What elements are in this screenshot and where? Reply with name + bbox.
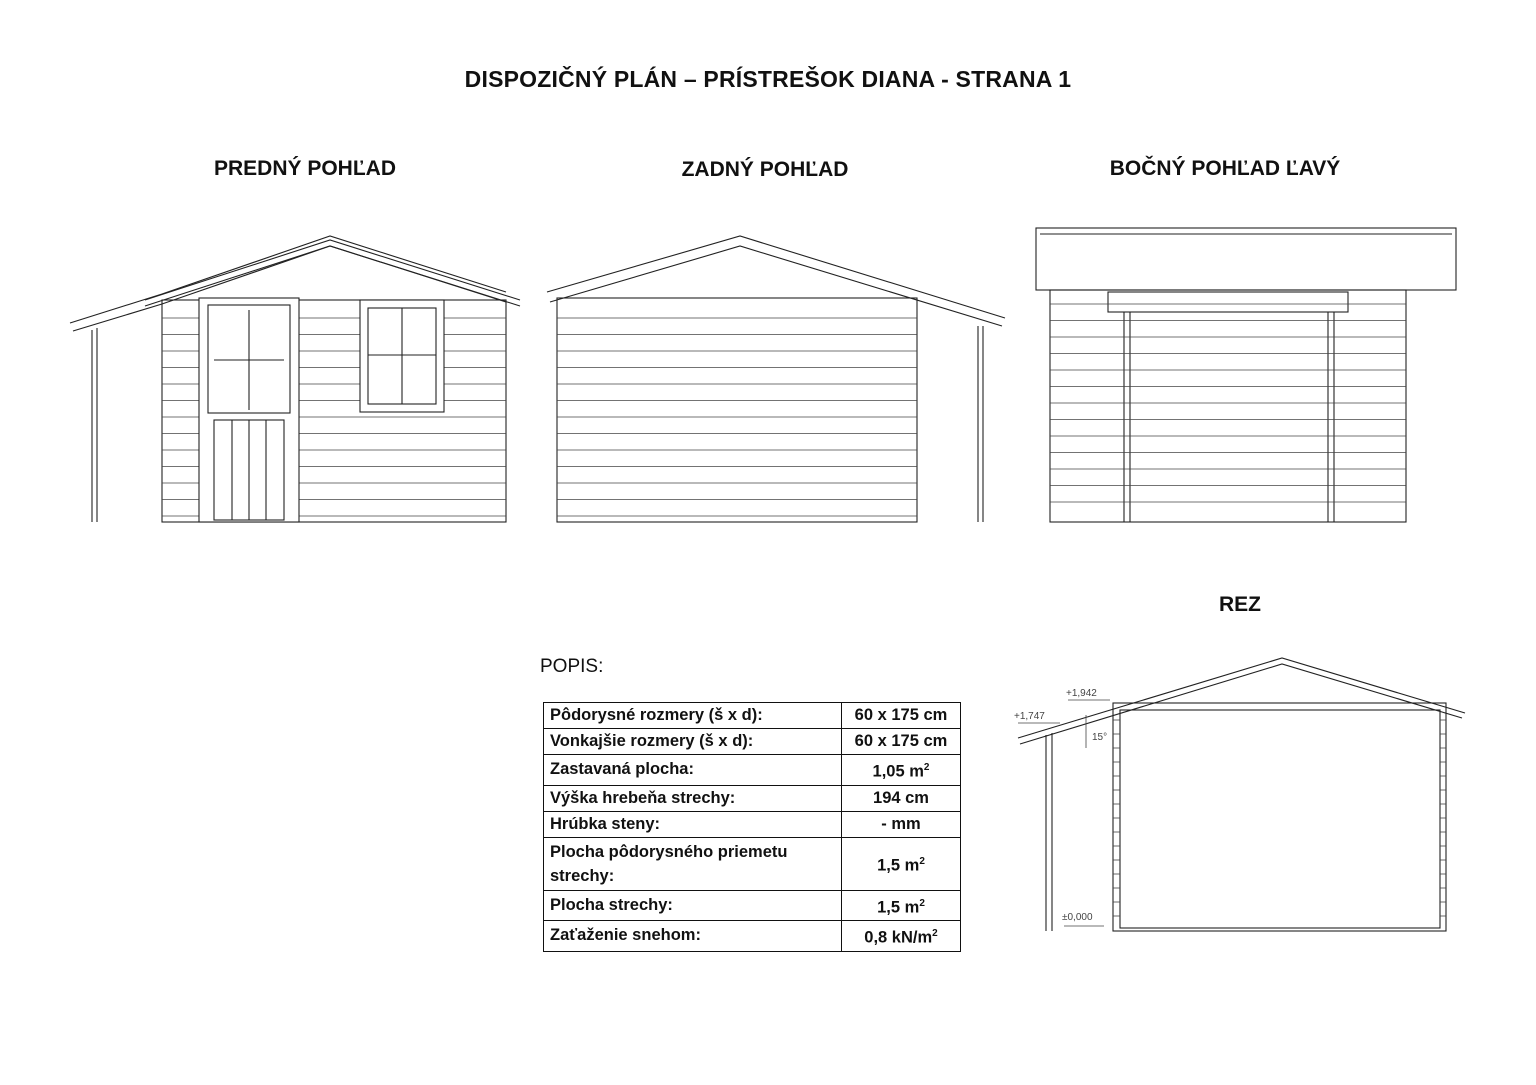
spec-row bbox=[544, 785, 961, 811]
spec-row bbox=[544, 703, 961, 729]
spec-label: Hrúbka steny: bbox=[544, 811, 842, 837]
dim-angle-label: 15° bbox=[1092, 732, 1108, 743]
spec-row bbox=[544, 729, 961, 755]
front-view-label: PREDNÝ POHĽAD bbox=[213, 157, 397, 180]
front-view-drawing bbox=[70, 236, 520, 522]
side-view-drawing bbox=[1036, 228, 1456, 522]
popis-label: POPIS: bbox=[540, 656, 604, 677]
dim-base-label: ±0,000 bbox=[1062, 912, 1093, 923]
dim-top-label: +1,942 bbox=[1066, 688, 1097, 699]
spec-value: - mm bbox=[842, 811, 961, 837]
spec-value: 1,05 $m^2$ bbox=[842, 755, 961, 786]
page-title: DISPOZIČNÝ PLÁN – PRÍSTREŠOK DIANA - STRANA 1 bbox=[464, 66, 1072, 92]
spec-label: Vonkajšie rozmery (š x d): bbox=[544, 729, 842, 755]
spec-label: Zastavaná plocha: bbox=[544, 755, 842, 786]
spec-row bbox=[544, 921, 961, 952]
section-view-label: REZ bbox=[1219, 593, 1261, 616]
spec-label: Plocha strechy: bbox=[544, 890, 842, 921]
spec-value: 60 x 175 cm bbox=[842, 703, 961, 729]
spec-value: 60 x 175 cm bbox=[842, 729, 961, 755]
spec-row bbox=[544, 755, 961, 786]
section-drawing bbox=[1014, 658, 1465, 931]
spec-row bbox=[544, 837, 961, 890]
spec-value: 0,8 $kN/m^2$ bbox=[842, 921, 961, 952]
spec-value: 1,5 $m^2$ bbox=[842, 837, 961, 890]
back-view-drawing bbox=[547, 236, 1005, 522]
spec-value: 1,5 $m^2$ bbox=[842, 890, 961, 921]
side-view-label: BOČNÝ POHĽAD ĽAVÝ bbox=[1109, 157, 1341, 180]
spec-label: Plocha pôdorysného priemetu strechy: bbox=[544, 837, 842, 890]
specs-table bbox=[543, 702, 961, 952]
spec-label: Pôdorysné rozmery (š x d): bbox=[544, 703, 842, 729]
dim-eave-label: +1,747 bbox=[1014, 711, 1045, 722]
spec-row bbox=[544, 890, 961, 921]
spec-label: Zaťaženie snehom: bbox=[544, 921, 842, 952]
spec-value: 194 cm bbox=[842, 785, 961, 811]
spec-label: Výška hrebeňa strechy: bbox=[544, 785, 842, 811]
back-view-label: ZADNÝ POHĽAD bbox=[681, 158, 849, 181]
spec-row bbox=[544, 811, 961, 837]
